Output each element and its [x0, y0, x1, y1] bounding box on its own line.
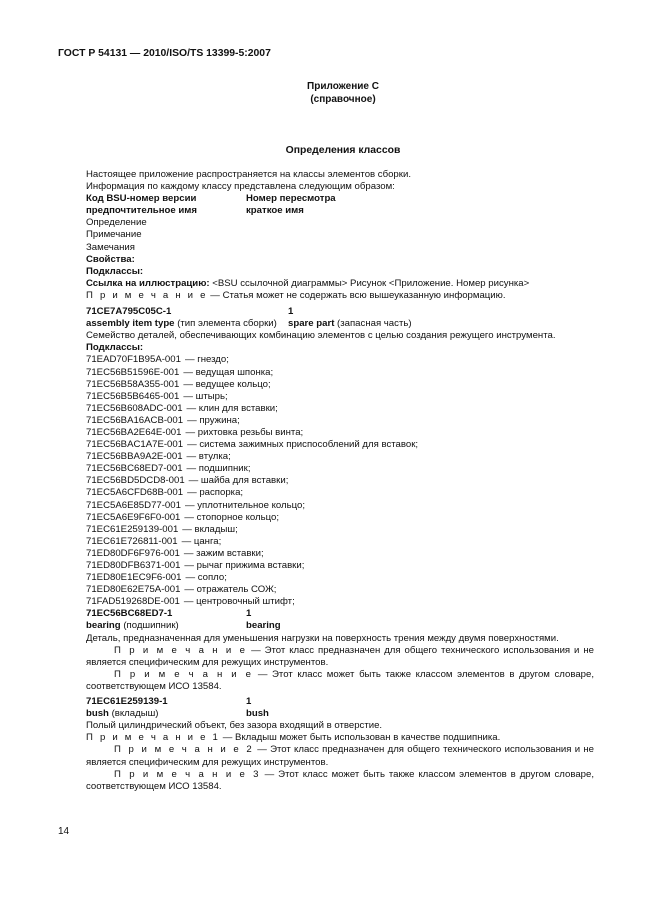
subclass-row — [86, 548, 594, 560]
subclass-code: 71ED80E62E75A-001 — [86, 584, 181, 596]
subclass-code: 71ED80DFB6371-001 — [86, 560, 181, 571]
subclass-code: 71ED80E1EC9F6-001 — [86, 572, 182, 584]
subclass-name: — центровочный штифт; — [183, 596, 295, 608]
subclass-row — [86, 524, 594, 536]
class1-subclass-list — [86, 354, 594, 608]
class1-code: 71CE7A795C05C-1 — [86, 306, 172, 318]
class3-short-en: bush — [246, 708, 269, 720]
subclass-name: — уплотнительное кольцо; — [184, 499, 306, 511]
subclass-row — [86, 560, 594, 572]
class3-note-1-text: — Вкладыш может быть использован в качестве подшипника. — [220, 732, 501, 744]
class2-note-2-text: — Этот класс может быть также классом элементов в другом словаре, соответствующем ИСО 13584. — [86, 668, 594, 692]
subclass-row — [86, 596, 594, 608]
subclass-code: 71EC56BBA9A2E-001 — [86, 451, 183, 463]
subclass-code: 71EAD70F1B95A-001 — [86, 354, 181, 366]
general-note-text: — Статья может не содержать всю вышеуказанную информацию. — [207, 289, 506, 301]
template-remarks: Замечания — [86, 241, 135, 253]
template-short-name-label: краткое имя — [246, 205, 304, 217]
class3-note-2 — [86, 744, 594, 768]
subclass-row — [86, 415, 594, 427]
subclass-row — [86, 572, 594, 584]
subclass-name: — система зажимных приспособлений для вставок; — [187, 439, 419, 451]
class3-note-2-label: П р и м е ч а н и е 2 — [114, 744, 254, 756]
subclass-row — [86, 354, 594, 366]
template-reference-label: Ссылка на иллюстрацию: — [86, 277, 210, 289]
subclass-name: — зажим вставки; — [183, 547, 264, 559]
class2-note-1-label: П р и м е ч а н и е — [114, 644, 248, 656]
subclass-code: 71EC56B608ADC-001 — [86, 402, 183, 414]
class1-definition: Семейство деталей, обеспечивающих комбинацию элементов с целью создания режущего инструмента. — [86, 330, 556, 342]
subclass-row — [86, 512, 594, 524]
class2-note-1 — [86, 645, 594, 669]
page-number: 14 — [58, 826, 70, 837]
subclass-code: 71EC56B51596E-001 — [86, 366, 180, 378]
subclass-row — [86, 439, 594, 451]
subclass-code: 71EC61E259139-001 — [86, 523, 179, 535]
general-note — [86, 290, 594, 302]
subclass-code: 71EC56B5B6465-001 — [86, 390, 180, 402]
subclass-name: — ведущее кольцо; — [183, 378, 271, 390]
subclass-name: — стопорное кольцо; — [184, 511, 279, 523]
class3-revision: 1 — [246, 696, 252, 708]
template-reference-text: <BSU ссылочной диаграммы> Рисунок <Приложение. Номер рисунка> — [209, 277, 530, 289]
subclass-name: — рихтовка резьбы винта; — [185, 426, 304, 438]
class3-names — [86, 708, 594, 720]
subclass-code: 71FAD519268DE-001 — [86, 596, 180, 608]
template-preferred-name-label: предпочтительное имя — [86, 205, 197, 217]
template-row-2 — [86, 205, 594, 217]
class2-name-en: bearing — [86, 620, 121, 632]
class1-name-ru: (тип элемента сборки) — [174, 318, 277, 330]
subclass-code: 71ED80DF6F976-001 — [86, 547, 180, 559]
subclass-row — [86, 536, 594, 548]
subclass-name: — штырь; — [183, 390, 228, 402]
class3-name-en: bush — [86, 708, 109, 720]
class2-header — [86, 608, 594, 620]
subclass-code: 71EC56B58A355-001 — [86, 378, 180, 390]
class3-header — [86, 696, 594, 708]
subclass-row — [86, 427, 594, 439]
class2-code: 71EC56BC68ED7-1 — [86, 608, 173, 620]
class3-code: 71EC61E259139-1 — [86, 696, 168, 708]
subclass-name: — пружина; — [187, 414, 240, 426]
template-properties: Свойства: — [86, 253, 135, 265]
class2-names — [86, 620, 594, 632]
subclass-row — [86, 403, 594, 415]
subclass-row — [86, 463, 594, 475]
class3-note-2-text: — Этот класс предназначен для общего технического использования и не является специфическим для режущих инструментов. — [86, 744, 594, 768]
class3-note-3-text: — Этот класс может быть также классом элементов в другом словаре, соответствующем ИСО 13584. — [86, 768, 594, 792]
annex-title: Приложение С — [307, 81, 379, 92]
template-revision-label: Номер пересмотра — [246, 193, 336, 205]
document-header: ГОСТ Р 54131 — 2010/ISO/TS 13399-5:2007 — [58, 48, 271, 59]
subclass-code: 71EC56BA16ACB-001 — [86, 414, 184, 426]
class3-note-3 — [86, 769, 594, 793]
subclass-name: — гнездо; — [184, 354, 229, 366]
class3-note-1 — [86, 732, 594, 744]
class2-note-2 — [86, 669, 594, 693]
subclass-row — [86, 475, 594, 487]
general-note-label: П р и м е ч а н и е — [86, 289, 208, 301]
subclass-row — [86, 451, 594, 463]
class2-note-1-text: — Этот класс предназначен для общего технического использования и не является специфическим для режущих инструментов. — [86, 644, 594, 668]
subclass-code: 71EC56BA2E64E-001 — [86, 426, 182, 438]
intro-line-2: Информация по каждому классу представлена следующим образом: — [86, 181, 395, 193]
subclass-code: 71EC5A6CFD68B-001 — [86, 487, 184, 499]
subclass-code: 71EC56BAC1A7E-001 — [86, 439, 184, 451]
annex-subtitle: (справочное) — [310, 94, 376, 105]
subclass-row — [86, 379, 594, 391]
class1-header — [86, 306, 594, 318]
subclass-name: — цанга; — [181, 535, 222, 547]
class2-note-2-label: П р и м е ч а н и е — [114, 668, 254, 680]
template-reference — [86, 278, 594, 290]
class1-subclasses-label: Подклассы: — [86, 342, 144, 354]
class1-short-en: spare part — [288, 318, 335, 330]
subclass-row — [86, 367, 594, 379]
intro-line-1: Настоящее приложение распространяется на классы элементов сборки. — [86, 169, 411, 180]
class3-definition: Полый цилиндрический объект, без зазора входящий в отверстие. — [86, 720, 383, 732]
subclass-code: 71EC5A6E85D77-001 — [86, 499, 181, 511]
subclass-name: — рычаг прижима вставки; — [184, 560, 305, 571]
class3-note-1-label: П р и м е ч а н и е 1 — [86, 732, 221, 744]
class3-note-3-label: П р и м е ч а н и е 3 — [114, 768, 261, 780]
template-code-label: Код BSU-номер версии — [86, 193, 197, 205]
class2-short-en: bearing — [246, 620, 281, 632]
subclass-code: 71EC61E726811-001 — [86, 535, 178, 547]
template-subclasses: Подклассы: — [86, 265, 144, 277]
document-body — [86, 169, 594, 793]
class3-name-ru: (вкладыш) — [108, 708, 159, 720]
subclass-row — [86, 500, 594, 512]
template-note: Примечание — [86, 229, 142, 241]
class1-short-ru: (запасная часть) — [334, 318, 412, 330]
class1-names — [86, 318, 594, 330]
subclass-name: — вкладыш; — [182, 523, 238, 535]
annex-heading — [0, 80, 646, 106]
subclass-name: — ведущая шпонка; — [183, 366, 274, 378]
subclass-name: — подшипник; — [186, 463, 251, 475]
template-definition: Определение — [86, 217, 147, 229]
subclass-code: 71EC56BD5DCD8-001 — [86, 475, 185, 487]
template-row-1 — [86, 193, 594, 205]
subclass-code: 71EC56BC68ED7-001 — [86, 463, 183, 475]
subclass-name: — распорка; — [187, 487, 244, 499]
section-title: Определения классов — [285, 145, 401, 156]
class2-definition: Деталь, предназначенная для уменьшения нагрузки на поверхность трения между двумя поверхностями. — [86, 632, 559, 644]
subclass-row — [86, 487, 594, 499]
subclass-row — [86, 391, 594, 403]
subclass-name: — шайба для вставки; — [188, 475, 289, 487]
class2-name-ru: (подшипник) — [120, 620, 179, 632]
subclass-row — [86, 584, 594, 596]
class2-revision: 1 — [246, 608, 252, 620]
class1-name-en: assembly item type — [86, 318, 175, 330]
class1-revision: 1 — [288, 306, 294, 318]
subclass-code: 71EC5A6E9F6F0-001 — [86, 511, 181, 523]
subclass-name: — клин для вставки; — [186, 402, 278, 414]
subclass-name: — отражатель СОЖ; — [184, 584, 277, 596]
subclass-name: — втулка; — [186, 451, 231, 463]
subclass-name: — сопло; — [185, 572, 227, 584]
